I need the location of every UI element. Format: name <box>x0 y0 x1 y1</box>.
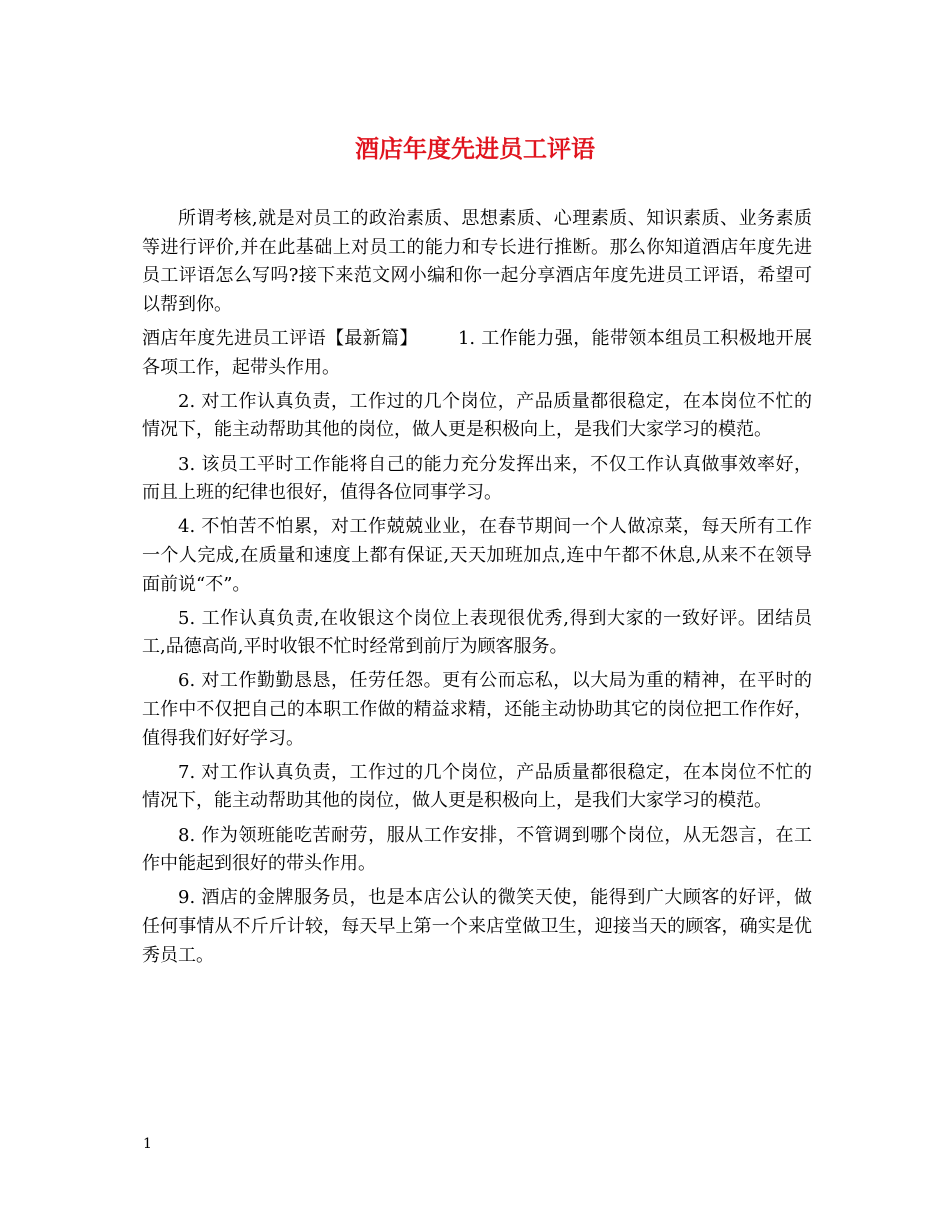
intro-paragraph: 所谓考核,就是对员工的政治素质、思想素质、心理素质、知识素质、业务素质等进行评价,并在此基础上对员工的能力和专长进行推断。那么你知道酒店年度先进员工评语怎么写吗?接下来范文网小编和你一起分享酒店年度先进员工评语，希望可以帮到你。 <box>142 208 812 315</box>
document-title: 酒店年度先进员工评语 <box>355 134 595 163</box>
section-heading: 酒店年度先进员工评语【最新篇】 <box>142 327 418 349</box>
list-item-1: 1. 工作能力强，能带领本组员工积极地开展各项工作，起带头作用。 <box>142 327 812 378</box>
list-item-4: 4. 不怕苦不怕累，对工作兢兢业业，在春节期间一个人做凉菜，每天所有工作一个人完成,在质量和速度上都有保证,天天加班加点,连中午都不休息,从来不在领导面前说“不”。 <box>142 516 812 595</box>
section-heading-line <box>142 325 812 382</box>
list-item-5: 5. 工作认真负责,在收银这个岗位上表现很优秀,得到大家的一致好评。团结员工,品德高尚,平时收银不忙时经常到前厅为顾客服务。 <box>142 607 812 658</box>
list-item-8: 8. 作为领班能吃苦耐劳，服从工作安排，不管调到哪个岗位，从无怨言，在工作中能起到很好的带头作用。 <box>142 824 812 875</box>
document-body <box>142 205 812 976</box>
list-item-6: 6. 对工作勤勤恳恳，任劳任怨。更有公而忘私，以大局为重的精神，在平时的工作中不仅把自己的本职工作做的精益求精，还能主动协助其它的岗位把工作作好，值得我们好好学习。 <box>142 670 812 749</box>
list-item-7: 7. 对工作认真负责，工作过的几个岗位，产品质量都很稳定，在本岗位不忙的情况下，能主动帮助其他的岗位，做人更是积极向上，是我们大家学习的模范。 <box>142 761 812 812</box>
list-item-9: 9. 酒店的金牌服务员，也是本店公认的微笑天使，能得到广大顾客的好评，做任何事情从不斤斤计较，每天早上第一个来店堂做卫生，迎接当天的顾客，确实是优秀员工。 <box>142 887 812 966</box>
list-item-2: 2. 对工作认真负责，工作过的几个岗位，产品质量都很稳定，在本岗位不忙的情况下，能主动帮助其他的岗位，做人更是积极向上，是我们大家学习的模范。 <box>142 390 812 441</box>
list-item-3: 3. 该员工平时工作能将自己的能力充分发挥出来，不仅工作认真做事效率好，而且上班的纪律也很好，值得各位同事学习。 <box>142 453 812 504</box>
page-number: 1 <box>143 1136 152 1152</box>
